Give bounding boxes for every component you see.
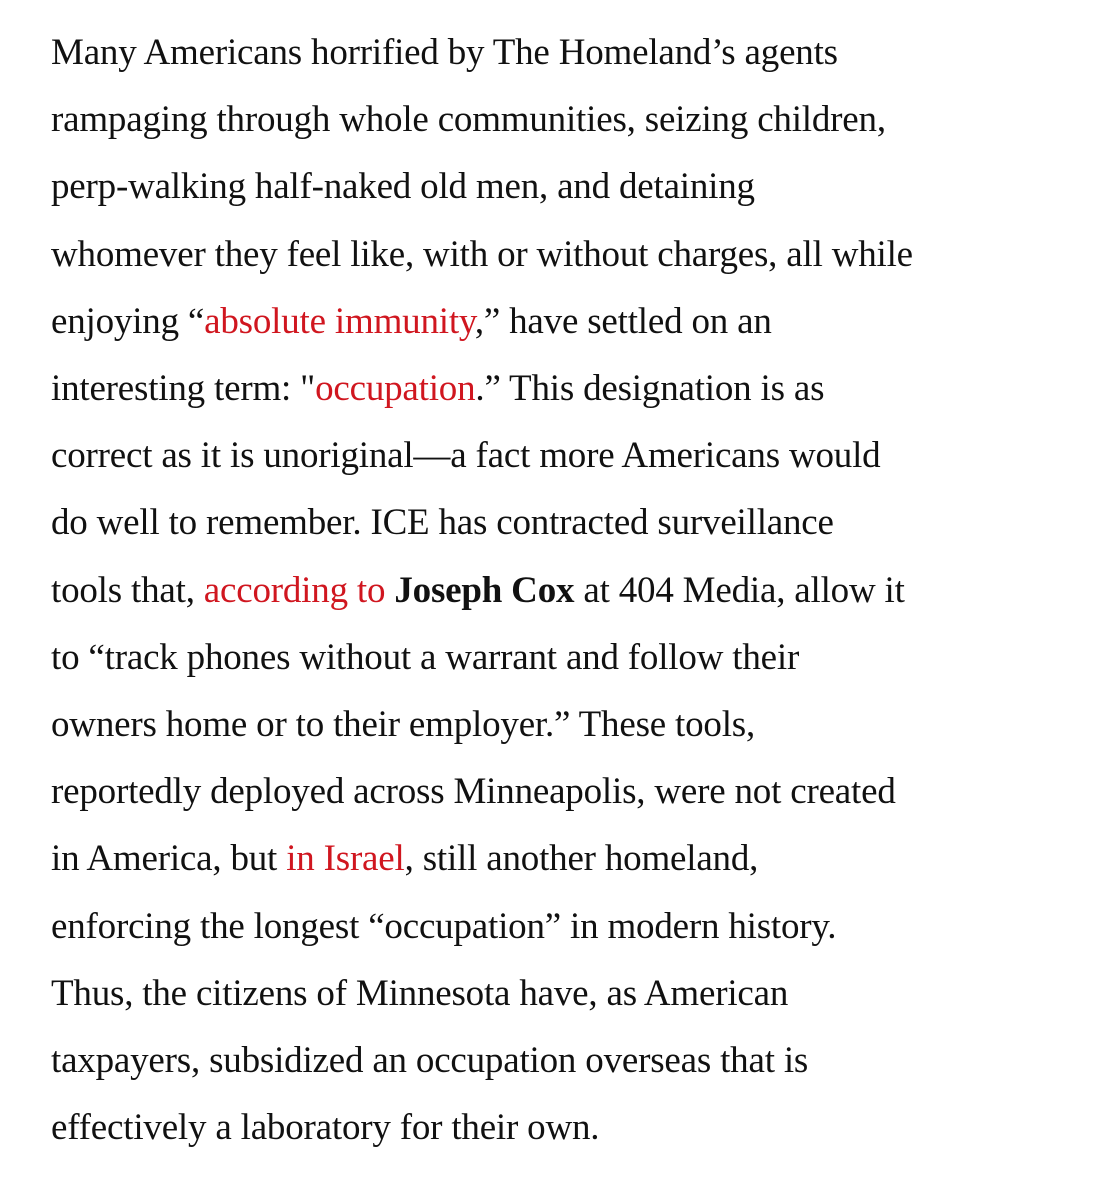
- text-line: in America, but in Israel, still another homeland,: [51, 838, 759, 880]
- text-line: effectively a laboratory for their own.: [51, 1107, 600, 1149]
- text-line: whomever they feel like, with or without charges, all while: [51, 233, 913, 275]
- text-line: do well to remember. ICE has contracted surveillance: [51, 502, 834, 544]
- author-name: Joseph Cox: [394, 569, 575, 611]
- text-line: owners home or to their employer.” These tools,: [51, 704, 756, 746]
- text-line: perp-walking half-naked old men, and detaining: [51, 166, 755, 208]
- text-line: interesting term: "occupation.” This designation is as: [51, 368, 825, 410]
- text-line: correct as it is unoriginal—a fact more Americans would: [51, 435, 881, 477]
- text-line: Many Americans horrified by The Homeland’s agents: [51, 32, 838, 73]
- link-according-to[interactable]: according to: [203, 569, 386, 611]
- text-line: to “track phones without a warrant and follow their: [51, 636, 800, 678]
- text-line: tools that, according to Joseph Cox at 404 Media, allow it: [51, 569, 905, 611]
- link-absolute-immunity[interactable]: absolute immunity: [204, 300, 475, 342]
- link-occupation[interactable]: occupation: [315, 368, 476, 410]
- text-line: rampaging through whole communities, seizing children,: [51, 99, 886, 141]
- link-in-israel[interactable]: in Israel: [286, 838, 405, 880]
- article-paragraph: [51, 19, 1071, 1161]
- text-line: Thus, the citizens of Minnesota have, as American: [51, 972, 789, 1014]
- text-line: enforcing the longest “occupation” in modern history.: [51, 905, 837, 947]
- text-line: taxpayers, subsidized an occupation overseas that is: [51, 1040, 809, 1082]
- text-line: enjoying “absolute immunity,” have settled on an: [51, 300, 772, 342]
- text-line: reportedly deployed across Minneapolis, were not created: [51, 771, 896, 813]
